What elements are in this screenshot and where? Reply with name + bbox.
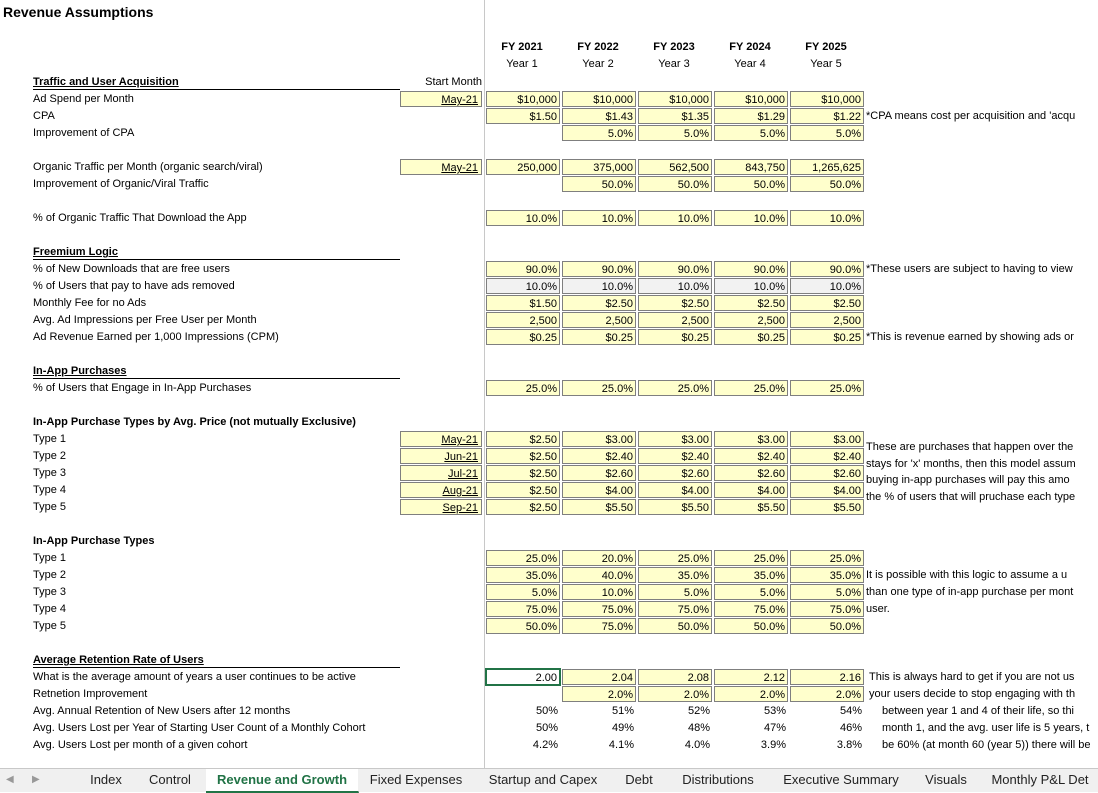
value-cell[interactable]: 5.0% xyxy=(562,125,636,141)
start-month-cell[interactable]: May-21 xyxy=(400,431,482,447)
start-month-cell[interactable]: Jul-21 xyxy=(400,465,482,481)
value-cell[interactable]: $2.60 xyxy=(638,465,712,481)
row-note: *CPA means cost per acquisition and 'acqu xyxy=(866,110,1076,122)
row-note: user. xyxy=(866,603,890,615)
row-label: Organic Traffic per Month (organic search/viral) xyxy=(33,161,263,173)
value-cell[interactable]: 10.0% xyxy=(562,584,636,600)
year-header-fy: FY 2024 xyxy=(729,41,771,53)
section-header-freemium: Freemium Logic xyxy=(33,246,118,258)
start-month-cell[interactable]: Aug-21 xyxy=(400,482,482,498)
value-cell[interactable]: 90.0% xyxy=(714,261,788,277)
sheet-tabs-bar xyxy=(0,768,1098,792)
row-label: Avg. Users Lost per Year of Starting User Count of a Monthly Cohort xyxy=(33,722,366,734)
section-underline xyxy=(33,259,400,260)
row-note: the % of users that will pruchase each type xyxy=(866,490,1076,503)
value-cell[interactable]: $2.60 xyxy=(714,465,788,481)
section-underline xyxy=(33,378,400,379)
tab-control[interactable]: Control xyxy=(134,769,207,791)
tab-index[interactable]: Index xyxy=(78,769,135,791)
section-header-traffic: Traffic and User Acquisition xyxy=(33,76,179,88)
value-cell[interactable]: 5.0% xyxy=(790,125,864,141)
value-cell[interactable]: 250,000 xyxy=(486,159,560,175)
value-cell[interactable]: $2.50 xyxy=(714,295,788,311)
row-label: Improvement of CPA xyxy=(33,127,135,139)
value-cell[interactable]: $2.50 xyxy=(486,448,560,464)
value-cell[interactable]: 35.0% xyxy=(486,567,560,583)
value-cell[interactable]: 50% xyxy=(535,722,558,734)
value-cell[interactable]: $1.43 xyxy=(562,108,636,124)
row-note: between year 1 and 4 of their life, so thi xyxy=(882,705,1075,717)
value-cell[interactable]: 50.0% xyxy=(638,618,712,634)
section-header-price-types: In-App Purchase Types by Avg. Price (not mutually Exclusive) xyxy=(33,416,356,428)
value-cell[interactable]: $2.50 xyxy=(638,295,712,311)
value-cell[interactable]: $3.00 xyxy=(562,431,636,447)
value-cell[interactable]: 25.0% xyxy=(486,550,560,566)
row-note: stays for 'x' months, then this model assum xyxy=(866,457,1076,470)
value-cell[interactable]: $2.40 xyxy=(638,448,712,464)
row-label: % of Organic Traffic That Download the App xyxy=(33,212,247,224)
year-header-fy: FY 2022 xyxy=(577,41,619,53)
row-note: buying in-app purchases will pay this amo xyxy=(866,474,1070,486)
value-cell[interactable]: 75.0% xyxy=(486,601,560,617)
value-cell[interactable]: $2.60 xyxy=(790,465,864,481)
value-cell[interactable]: 2.12 xyxy=(714,669,788,685)
tab-executive-summary[interactable]: Executive Summary xyxy=(770,769,913,791)
value-cell[interactable]: 2,500 xyxy=(638,312,712,328)
value-cell[interactable]: 20.0% xyxy=(562,550,636,566)
row-label: Type 3 xyxy=(33,586,67,598)
section-underline xyxy=(33,667,400,668)
value-cell[interactable]: 25.0% xyxy=(714,380,788,396)
value-cell[interactable]: 50.0% xyxy=(486,618,560,634)
year-header-year: Year 2 xyxy=(582,58,614,70)
value-cell[interactable]: 2.0% xyxy=(562,686,636,702)
value-cell[interactable]: $0.25 xyxy=(638,329,712,345)
row-note: *This is revenue earned by showing ads or xyxy=(866,331,1074,343)
row-label: Ad Revenue Earned per 1,000 Impressions (CPM) xyxy=(33,331,279,343)
value-cell[interactable]: 10.0% xyxy=(562,278,636,294)
value-cell[interactable]: 4.1% xyxy=(608,739,634,751)
row-label: % of New Downloads that are free users xyxy=(33,263,230,275)
row-label: Type 4 xyxy=(33,603,67,615)
value-cell[interactable]: 10.0% xyxy=(486,278,560,294)
year-header-year: Year 3 xyxy=(658,58,690,70)
value-cell[interactable]: $2.50 xyxy=(790,295,864,311)
value-cell[interactable]: $0.25 xyxy=(790,329,864,345)
value-cell[interactable]: $4.00 xyxy=(638,482,712,498)
row-label: Type 2 xyxy=(33,450,67,462)
value-cell[interactable]: $1.35 xyxy=(638,108,712,124)
value-cell[interactable]: $5.50 xyxy=(638,499,712,515)
row-label: Type 5 xyxy=(33,501,67,513)
value-cell[interactable]: 49% xyxy=(611,722,634,734)
year-header-fy: FY 2025 xyxy=(805,41,847,53)
value-cell[interactable]: 2.0% xyxy=(714,686,788,702)
value-cell[interactable]: $2.60 xyxy=(562,465,636,481)
value-cell[interactable]: 90.0% xyxy=(638,261,712,277)
value-cell[interactable]: 25.0% xyxy=(562,380,636,396)
value-cell[interactable]: 562,500 xyxy=(638,159,712,175)
row-label: CPA xyxy=(33,110,55,122)
value-cell[interactable]: 50.0% xyxy=(790,176,864,192)
tab-revenue-and-growth[interactable]: Revenue and Growth xyxy=(206,769,359,793)
value-cell[interactable]: 2,500 xyxy=(486,312,560,328)
value-cell[interactable]: 2.0% xyxy=(638,686,712,702)
value-cell[interactable]: $10,000 xyxy=(790,91,864,107)
value-cell[interactable]: $2.40 xyxy=(562,448,636,464)
value-cell[interactable]: $2.50 xyxy=(486,465,560,481)
row-label: What is the average amount of years a user continues to be active xyxy=(33,671,356,683)
start-month-cell[interactable]: May-21 xyxy=(400,91,482,107)
tab-fixed-expenses[interactable]: Fixed Expenses xyxy=(358,769,475,791)
value-cell[interactable]: 90.0% xyxy=(486,261,560,277)
tab-scroll-right-icon[interactable]: ▶ xyxy=(32,774,40,785)
value-cell[interactable]: $1.29 xyxy=(714,108,788,124)
section-header-pct-types: In-App Purchase Types xyxy=(33,535,155,547)
value-cell[interactable]: 5.0% xyxy=(638,125,712,141)
row-note: than one type of in-app purchase per mont xyxy=(866,586,1074,598)
row-label: Ad Spend per Month xyxy=(33,93,134,105)
frozen-pane-divider xyxy=(484,0,485,768)
value-cell[interactable]: 53% xyxy=(763,705,786,717)
section-header-retention: Average Retention Rate of Users xyxy=(33,654,204,666)
value-cell[interactable]: 2.08 xyxy=(638,669,712,685)
value-cell[interactable]: 75.0% xyxy=(562,618,636,634)
section-underline xyxy=(33,89,400,90)
value-cell[interactable]: 10.0% xyxy=(562,210,636,226)
page-title: Revenue Assumptions xyxy=(3,4,154,20)
section-header-inapp: In-App Purchases xyxy=(33,365,127,377)
tab-monthly-p-l-det[interactable]: Monthly P&L Det xyxy=(980,769,1098,791)
value-cell[interactable]: 75.0% xyxy=(562,601,636,617)
value-cell[interactable]: $5.50 xyxy=(714,499,788,515)
start-month-cell[interactable]: May-21 xyxy=(400,159,482,175)
row-label: Type 4 xyxy=(33,484,67,496)
value-cell[interactable]: 50.0% xyxy=(790,618,864,634)
value-cell[interactable]: 50.0% xyxy=(714,618,788,634)
row-label: Type 3 xyxy=(33,467,67,479)
value-cell[interactable]: $0.25 xyxy=(486,329,560,345)
value-cell[interactable]: 3.8% xyxy=(836,739,862,751)
value-cell[interactable]: 10.0% xyxy=(486,210,560,226)
tab-debt[interactable]: Debt xyxy=(612,769,667,791)
value-cell[interactable]: 75.0% xyxy=(638,601,712,617)
value-cell[interactable]: 54% xyxy=(839,705,862,717)
value-cell[interactable]: $3.00 xyxy=(714,431,788,447)
start-month-cell[interactable]: Jun-21 xyxy=(400,448,482,464)
row-note: This is always hard to get if you are not us xyxy=(869,671,1075,683)
value-cell[interactable]: $4.00 xyxy=(790,482,864,498)
value-cell[interactable]: 5.0% xyxy=(714,584,788,600)
year-header-fy: FY 2023 xyxy=(653,41,695,53)
value-cell[interactable]: 5.0% xyxy=(714,125,788,141)
value-cell[interactable]: $10,000 xyxy=(638,91,712,107)
value-cell[interactable]: 35.0% xyxy=(638,567,712,583)
value-cell[interactable]: $2.40 xyxy=(714,448,788,464)
value-cell[interactable]: 5.0% xyxy=(790,584,864,600)
tab-startup-and-capex[interactable]: Startup and Capex xyxy=(474,769,613,791)
value-cell[interactable]: $4.00 xyxy=(562,482,636,498)
value-cell[interactable]: $5.50 xyxy=(562,499,636,515)
value-cell[interactable]: 25.0% xyxy=(714,550,788,566)
start-month-cell[interactable]: Sep-21 xyxy=(400,499,482,515)
year-header-year: Year 1 xyxy=(506,58,538,70)
value-cell[interactable]: 2.0% xyxy=(790,686,864,702)
value-cell[interactable]: $1.22 xyxy=(790,108,864,124)
value-cell[interactable]: 50.0% xyxy=(562,176,636,192)
value-cell[interactable]: 375,000 xyxy=(562,159,636,175)
value-cell[interactable]: $5.50 xyxy=(790,499,864,515)
value-cell[interactable]: $4.00 xyxy=(714,482,788,498)
row-note: be 60% (at month 60 (year 5)) there will be xyxy=(882,739,1091,751)
value-cell[interactable]: 50.0% xyxy=(638,176,712,192)
value-cell[interactable]: $2.50 xyxy=(486,482,560,498)
start-month-label: Start Month xyxy=(425,76,482,88)
value-cell[interactable]: 25.0% xyxy=(486,380,560,396)
value-cell[interactable]: $0.25 xyxy=(714,329,788,345)
row-note: These are purchases that happen over the xyxy=(866,441,1074,453)
value-cell[interactable]: 75.0% xyxy=(790,601,864,617)
value-cell[interactable]: 25.0% xyxy=(638,550,712,566)
year-header-year: Year 4 xyxy=(734,58,766,70)
value-cell[interactable]: 5.0% xyxy=(486,584,560,600)
year-header-year: Year 5 xyxy=(810,58,842,70)
row-label: Avg. Annual Retention of New Users after 12 months xyxy=(33,705,291,717)
value-cell[interactable]: 50% xyxy=(535,705,558,717)
row-label: Monthly Fee for no Ads xyxy=(33,297,147,309)
row-label: % of Users that pay to have ads removed xyxy=(33,280,235,292)
row-label: Improvement of Organic/Viral Traffic xyxy=(33,178,209,190)
value-cell[interactable]: 5.0% xyxy=(638,584,712,600)
row-label: Type 5 xyxy=(33,620,67,632)
value-cell[interactable]: 10.0% xyxy=(714,210,788,226)
value-cell[interactable]: $2.50 xyxy=(486,499,560,515)
value-cell[interactable]: 48% xyxy=(687,722,710,734)
value-cell[interactable]: $10,000 xyxy=(562,91,636,107)
value-cell[interactable]: 2.00 xyxy=(486,669,560,685)
tab-scroll-left-icon[interactable]: ◀ xyxy=(6,774,14,785)
value-cell[interactable]: 40.0% xyxy=(562,567,636,583)
value-cell[interactable]: 35.0% xyxy=(714,567,788,583)
value-cell[interactable]: 50.0% xyxy=(714,176,788,192)
year-header-fy: FY 2021 xyxy=(501,41,543,53)
value-cell[interactable]: 75.0% xyxy=(714,601,788,617)
row-label: Type 2 xyxy=(33,569,67,581)
value-cell[interactable]: 25.0% xyxy=(790,550,864,566)
row-label: Type 1 xyxy=(33,433,67,445)
value-cell[interactable]: $1.50 xyxy=(486,108,560,124)
value-cell[interactable]: 2.04 xyxy=(562,669,636,685)
value-cell[interactable]: 10.0% xyxy=(790,210,864,226)
value-cell[interactable]: 47% xyxy=(763,722,786,734)
value-cell[interactable]: 2,500 xyxy=(790,312,864,328)
value-cell[interactable]: 2,500 xyxy=(714,312,788,328)
row-note: It is possible with this logic to assume a u xyxy=(866,569,1068,581)
value-cell[interactable]: 90.0% xyxy=(562,261,636,277)
row-note: *These users are subject to having to view xyxy=(866,263,1073,275)
row-label: Retnetion Improvement xyxy=(33,688,148,700)
row-note: your users decide to stop engaging with th xyxy=(869,688,1076,700)
value-cell[interactable]: $1.50 xyxy=(486,295,560,311)
row-note: month 1, and the avg. user life is 5 years, t xyxy=(882,722,1090,734)
value-cell[interactable]: 2.16 xyxy=(790,669,864,685)
value-cell[interactable]: 46% xyxy=(839,722,862,734)
value-cell[interactable]: $0.25 xyxy=(562,329,636,345)
value-cell[interactable]: 51% xyxy=(611,705,634,717)
value-cell[interactable]: 2,500 xyxy=(562,312,636,328)
value-cell[interactable]: 10.0% xyxy=(714,278,788,294)
value-cell[interactable]: 4.2% xyxy=(532,739,558,751)
value-cell[interactable]: 25.0% xyxy=(790,380,864,396)
value-cell[interactable]: $10,000 xyxy=(486,91,560,107)
value-cell[interactable]: $2.50 xyxy=(486,431,560,447)
value-cell[interactable]: 25.0% xyxy=(638,380,712,396)
value-cell[interactable]: 843,750 xyxy=(714,159,788,175)
tab-visuals[interactable]: Visuals xyxy=(912,769,981,791)
value-cell[interactable]: $2.50 xyxy=(562,295,636,311)
row-label: Type 1 xyxy=(33,552,67,564)
value-cell[interactable]: 35.0% xyxy=(790,567,864,583)
value-cell[interactable]: 1,265,625 xyxy=(790,159,864,175)
tab-distributions[interactable]: Distributions xyxy=(666,769,771,791)
row-label: % of Users that Engage in In-App Purchases xyxy=(33,382,252,394)
value-cell[interactable]: 10.0% xyxy=(790,278,864,294)
value-cell[interactable]: 4.0% xyxy=(684,739,710,751)
value-cell[interactable]: 3.9% xyxy=(760,739,786,751)
value-cell[interactable]: 52% xyxy=(687,705,710,717)
value-cell[interactable]: 10.0% xyxy=(638,210,712,226)
value-cell[interactable]: $10,000 xyxy=(714,91,788,107)
value-cell[interactable]: $3.00 xyxy=(638,431,712,447)
value-cell[interactable]: 10.0% xyxy=(638,278,712,294)
value-cell[interactable]: $2.40 xyxy=(790,448,864,464)
row-label: Avg. Ad Impressions per Free User per Month xyxy=(33,314,257,326)
value-cell[interactable]: $3.00 xyxy=(790,431,864,447)
value-cell[interactable]: 90.0% xyxy=(790,261,864,277)
row-label: Avg. Users Lost per month of a given cohort xyxy=(33,739,248,751)
